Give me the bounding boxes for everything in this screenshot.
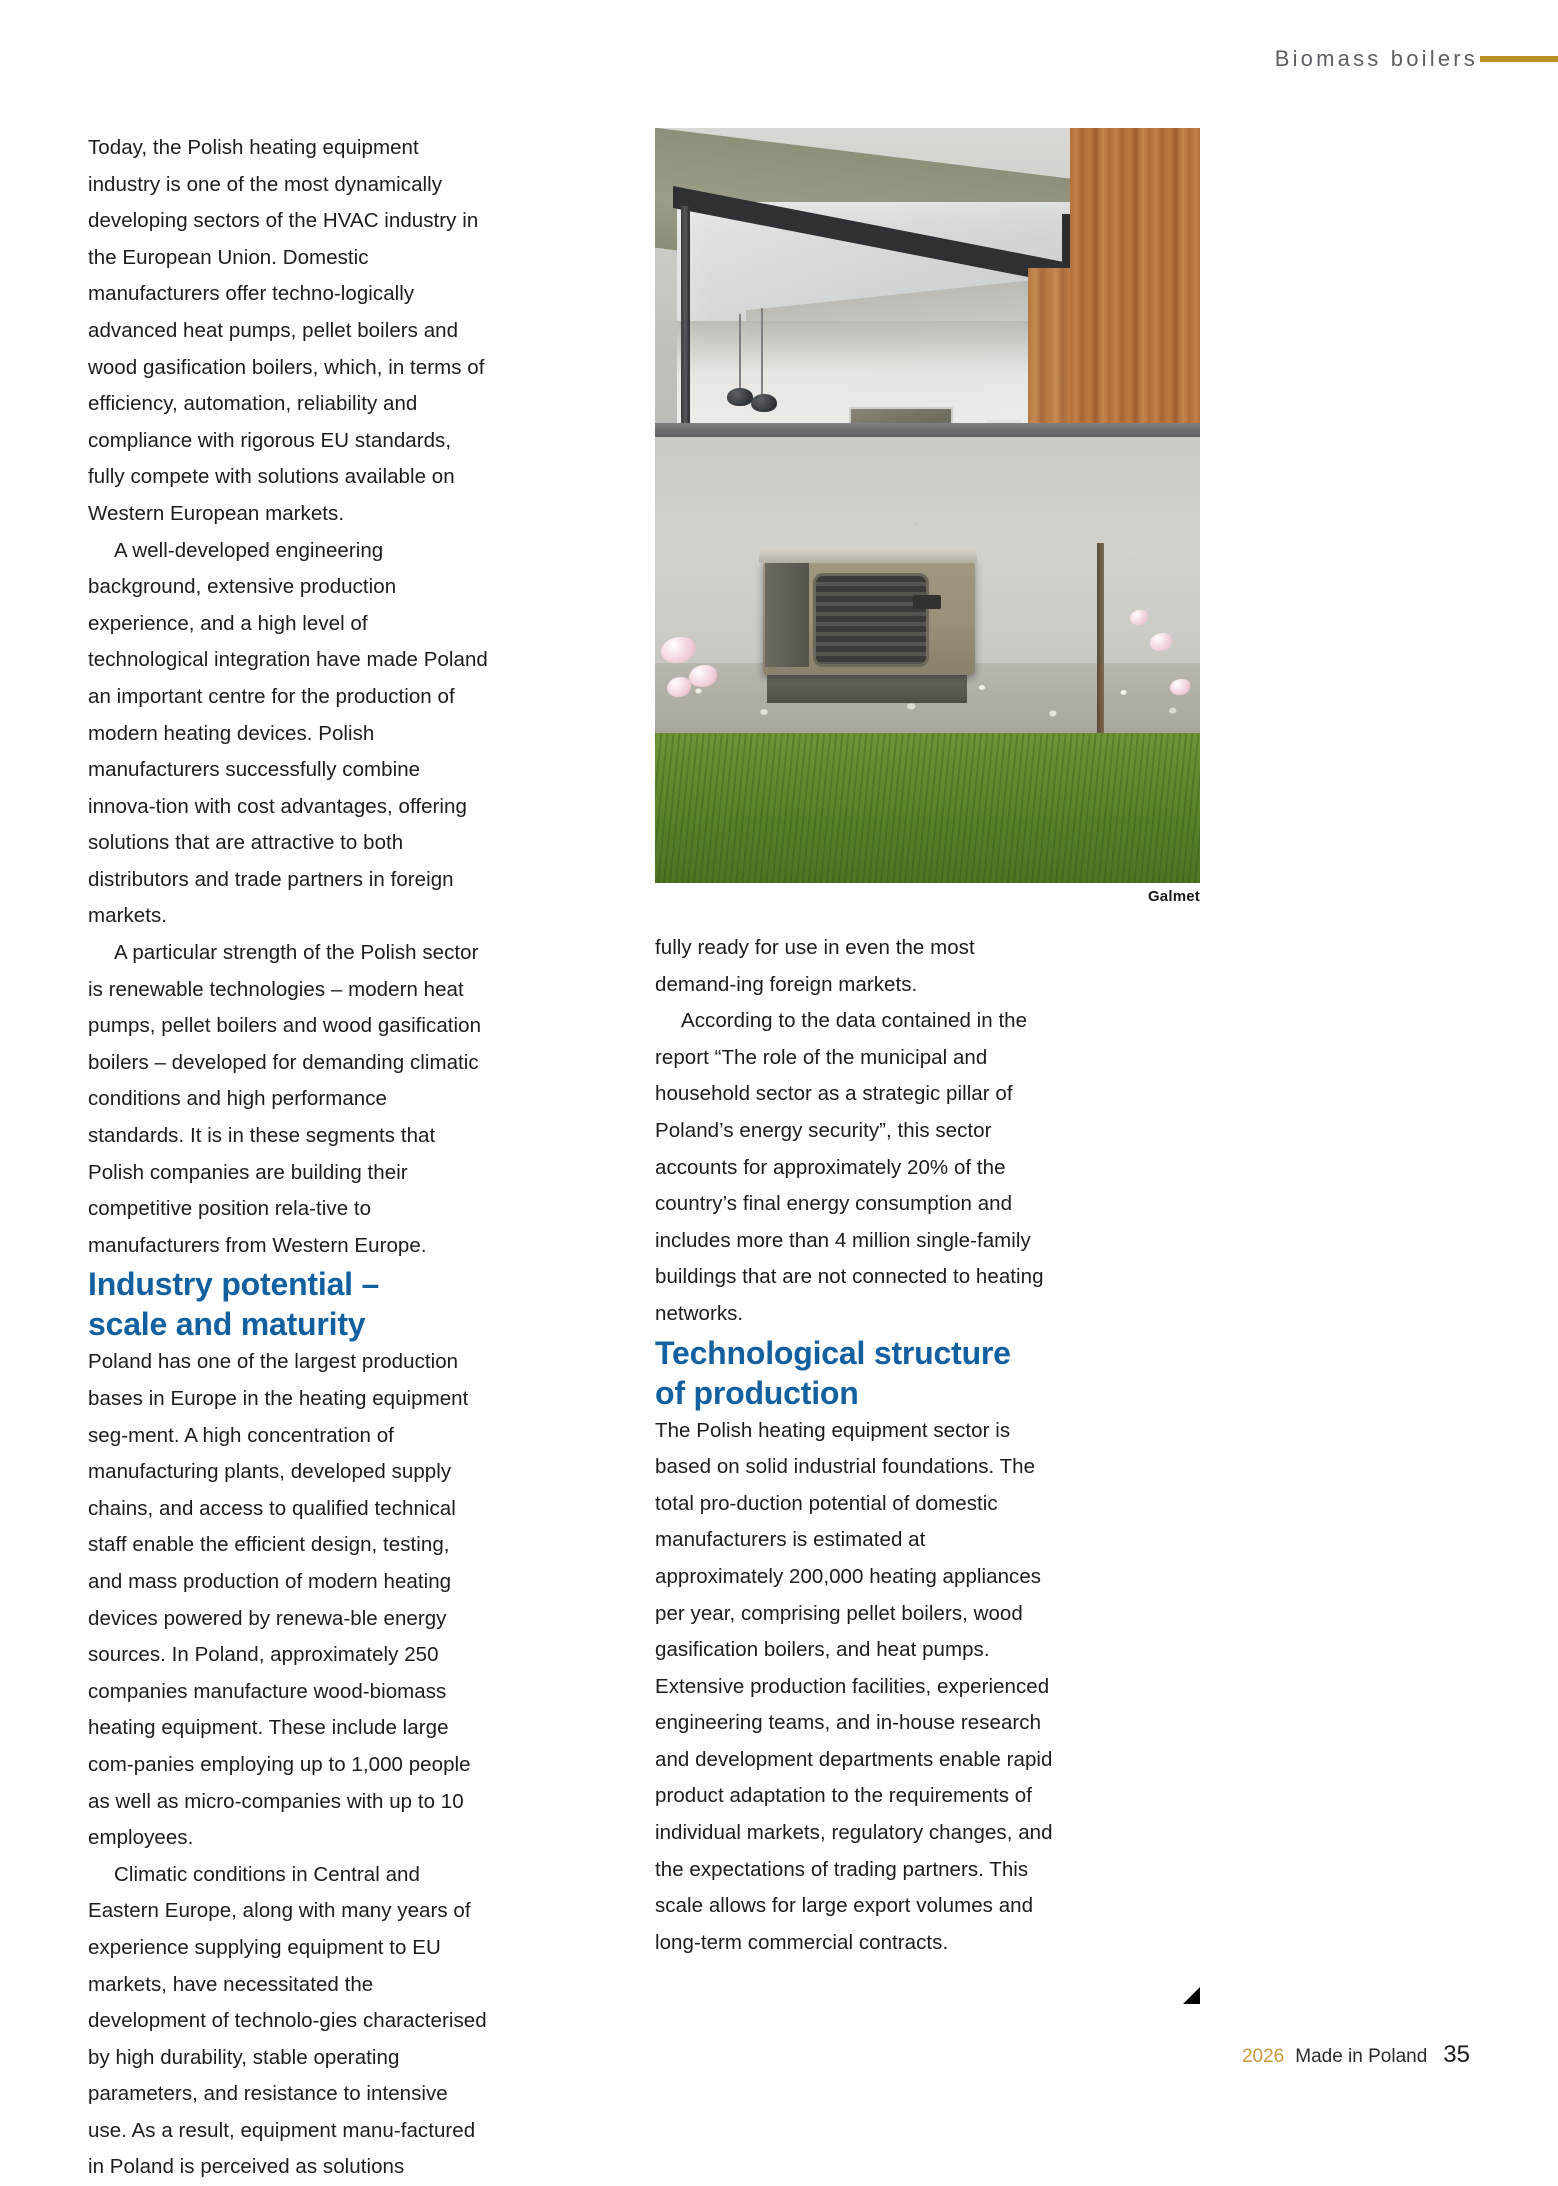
running-header: [1275, 44, 1558, 74]
paragraph: fully ready for use in even the most demand-ing foreign markets.: [655, 936, 975, 996]
page-footer: [1242, 2041, 1470, 2069]
section-heading-line: Industry potential –: [88, 1266, 380, 1303]
section-heading-line: scale and maturity: [88, 1306, 366, 1343]
photo-window-sill: [655, 423, 1200, 437]
section-heading-line: of production: [655, 1374, 859, 1411]
photo-heat-pump-grille: [813, 573, 929, 667]
left-column: [88, 130, 488, 2186]
article-photo: [655, 128, 1200, 883]
photo-pendant-lamp-2: [751, 394, 777, 412]
paragraph: According to the data contained in the report “The role of the municipal and household sector as a strategic pillar of Poland’s energy security”, this sector accounts for approximately 20% of the country’s final energy consumption and includes more than 4 million single-family buildings that are not connected to heating networks.: [655, 1009, 1044, 1325]
footer-year: 2026: [1241, 2046, 1285, 2067]
photo-pendant-lamp-cord-1: [739, 314, 741, 392]
paragraph: Climatic conditions in Central and Eastern Europe, along with many years of experience supplying equipment to EU markets, have necessitated the development of technolo-gies characterised by high durability, stable operating parameters, and resistance to intensive use. As a result, equipment manu-factured in Poland is perceived as solutions: [88, 1862, 487, 2179]
photo-heat-pump-unit: [763, 555, 975, 675]
paragraph: Poland has one of the largest production bases in Europe in the heating equipment seg-ment. A high concentration of manufacturing plants, developed supply chains, and access to qualified technical staff enable the efficient design, testing, and mass production of modern heating devices powered by renewa-ble energy sources. In Poland, approximately 250 companies manufacture wood-biomass heating equipment. These include large com-panies employing up to 1,000 people as well as micro-companies with up to 10 employees.: [88, 1350, 471, 1850]
photo-heat-pump-side-panel: [765, 563, 809, 667]
photo-tree-trunk: [1097, 543, 1104, 733]
paragraph: Today, the Polish heating equipment industry is one of the most dynamically developing sectors of the HVAC industry in the European Union. Domestic manufacturers offer techno-logically advanced heat pumps, pellet boilers and wood gasification boilers, which, in terms of efficiency, automation, reliability and compliance with rigorous EU standards, fully compete with solutions available on Western European markets.: [88, 136, 485, 525]
photo-heat-pump-base: [767, 673, 967, 703]
photo-lawn: [655, 728, 1200, 883]
paragraph: A particular strength of the Polish sector is renewable technologies – modern heat pumps, pellet boilers and wood gasification boilers – developed for demanding climatic conditions and high performance standards. It is in these segments that Polish companies are building their competitive position rela-tive to manufacturers from Western Europe.: [88, 941, 482, 1257]
running-header-rule: [1480, 56, 1558, 62]
right-column: [655, 930, 1055, 1961]
photo-credit-caption: Galmet: [1147, 888, 1200, 905]
footer-page-number: 35: [1443, 2041, 1470, 2068]
paragraph: A well-developed engineering background, extensive production experience, and a high level of technological integration have made Poland an important centre for the production of modern heating devices. Polish manufacturers successfully combine innova-tion with cost advantages, offering solutions that are attractive to both distributors and trade partners in foreign markets.: [88, 538, 488, 928]
section-heading-line: Technological structure: [655, 1334, 1011, 1371]
section-heading-industry-potential: [88, 1264, 488, 1344]
photo-heat-pump-badge: [913, 595, 941, 609]
photo-pendant-lamp-1: [727, 388, 753, 406]
footer-publication-title: Made in Poland: [1295, 2046, 1428, 2067]
photo-pendant-lamp-cord-2: [761, 308, 763, 400]
end-of-article-marker: [1183, 1987, 1200, 2004]
section-heading-technological-structure: [655, 1333, 1055, 1413]
photo-heat-pump-top-cover: [759, 547, 977, 563]
paragraph: The Polish heating equipment sector is based on solid industrial foundations. The total pro-duction potential of domestic manufacturers is estimated at approximately 200,000 heating appliances per year, comprising pellet boilers, wood gasification boilers, and heat pumps. Extensive production facilities, experienced engineering teams, and in-house research and development departments enable rapid product adaptation to the requirements of individual markets, regulatory changes, and the expectations of trading partners. This scale allows for large export volumes and long-term commercial contracts.: [655, 1418, 1053, 1954]
running-header-title: Biomass boilers: [1274, 46, 1478, 71]
